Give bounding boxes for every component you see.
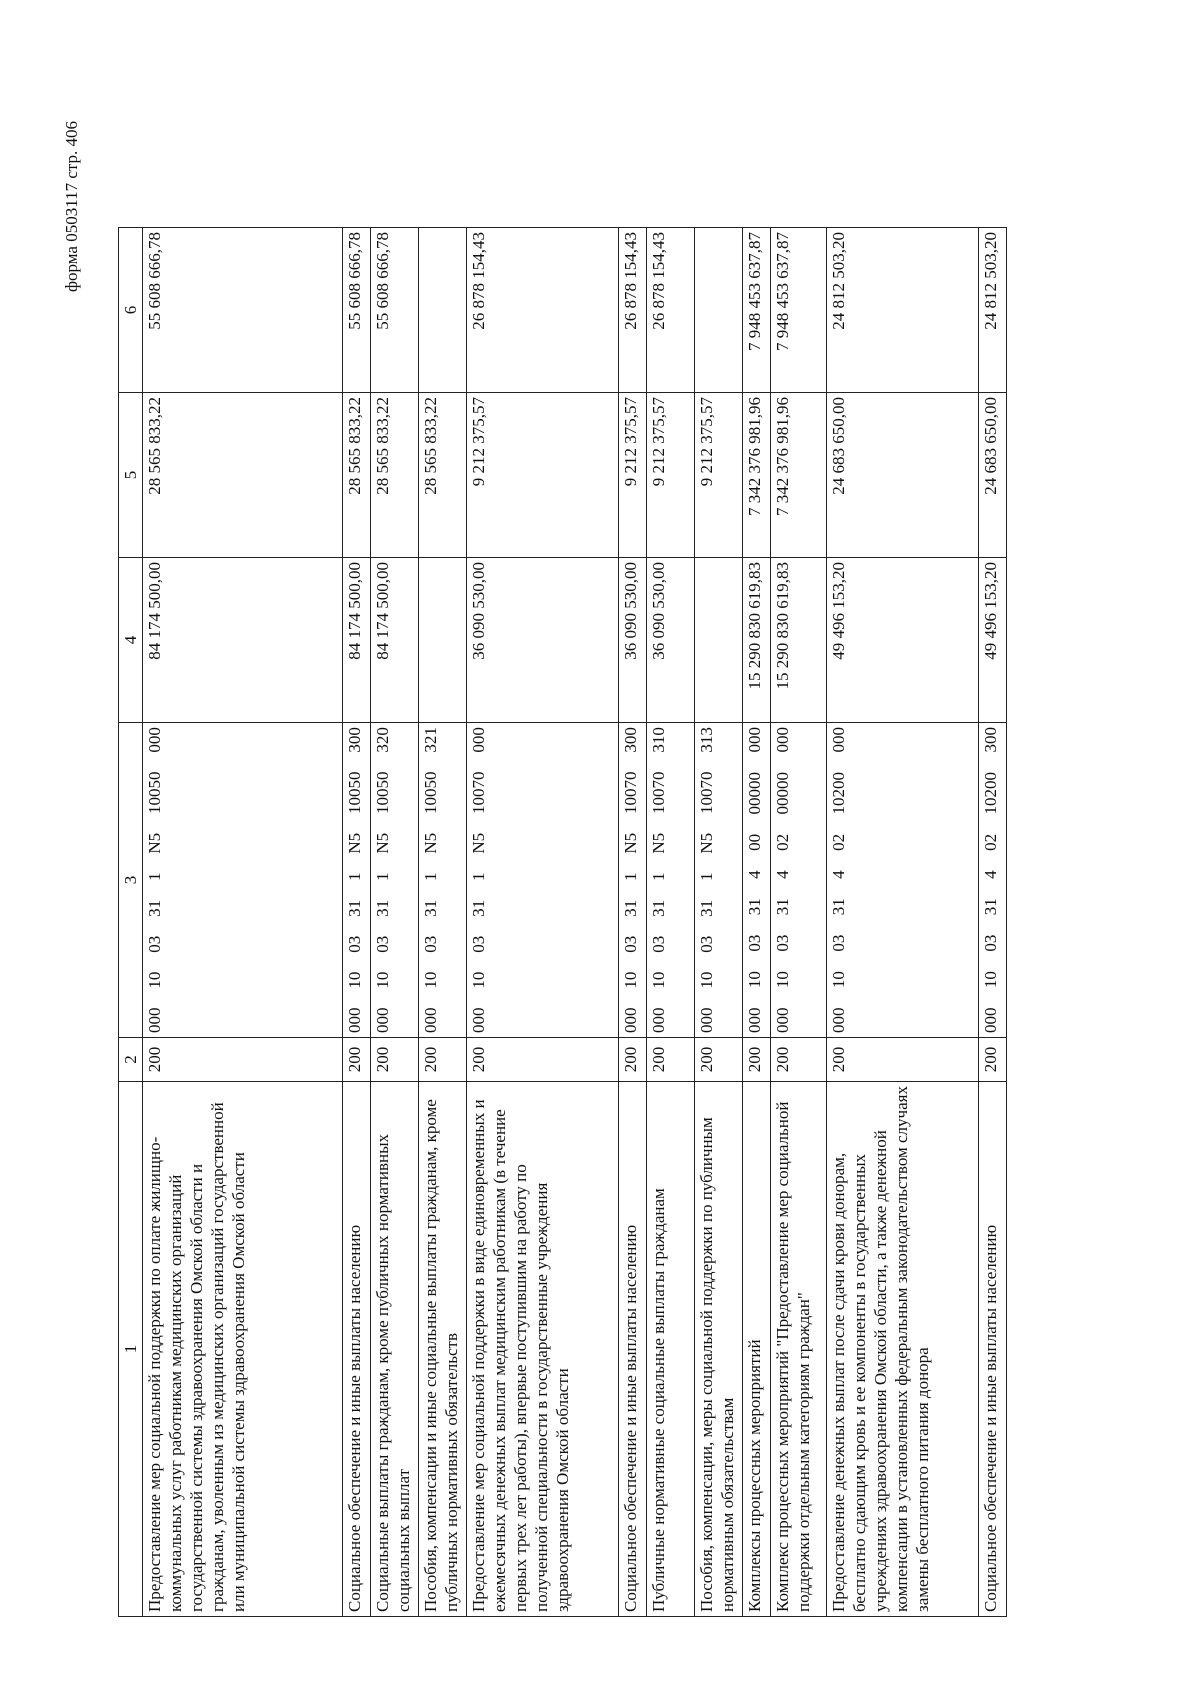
code-part: N5 <box>469 832 488 854</box>
code-part: 00 <box>745 833 764 851</box>
row-name: Предоставление мер социальной поддержки по оплате жилищно-коммунальных услуг работникам медицинских организаций государственной системы здравоохранения Омской области и гражданам, уволенным из медицинских организаций государственной или муниципальной системы здравоохранения Омской области <box>143 1082 343 1617</box>
code-part: 00000 <box>773 771 792 815</box>
row-line-code: 200 <box>743 1038 771 1082</box>
column-header: 2 <box>119 1038 143 1082</box>
code-part: 31 <box>773 898 792 916</box>
row-line-code: 200 <box>695 1038 743 1082</box>
code-part: 03 <box>829 934 848 952</box>
code-part: 10 <box>829 971 848 989</box>
row-classification-code <box>827 723 979 1038</box>
code-part: 31 <box>373 899 392 917</box>
code-part: 000 <box>421 1007 440 1033</box>
row-amount-c5: 9 212 375,57 <box>619 393 647 558</box>
code-part: 03 <box>421 935 440 953</box>
code-part: 10 <box>697 971 716 989</box>
row-amount-c6: 26 878 154,43 <box>647 228 695 393</box>
row-name: Социальное обеспечение и иные выплаты населению <box>619 1082 647 1617</box>
row-name: Пособия, компенсации и иные социальные выплаты гражданам, кроме публичных нормативных обязательств <box>419 1082 467 1617</box>
code-part: 03 <box>649 935 668 953</box>
row-amount-c4: 84 174 500,00 <box>143 558 343 723</box>
code-part: 03 <box>469 935 488 953</box>
row-amount-c6: 24 812 503,20 <box>827 228 979 393</box>
code-part: 03 <box>981 934 1000 952</box>
row-line-code: 200 <box>143 1038 343 1082</box>
code-part: 300 <box>981 727 1000 753</box>
code-part: 000 <box>773 727 792 753</box>
code-part: 000 <box>697 1007 716 1033</box>
code-part: 1 <box>649 872 668 881</box>
code-part: 000 <box>649 1007 668 1033</box>
code-part: 000 <box>621 1007 640 1033</box>
code-part: 03 <box>773 934 792 952</box>
row-amount-c5: 28 565 833,22 <box>419 393 467 558</box>
row-amount-c4: 49 496 153,20 <box>979 558 1007 723</box>
code-part: 10050 <box>421 771 440 814</box>
column-header: 1 <box>119 1082 143 1617</box>
code-part: 10 <box>469 971 488 989</box>
row-classification-code <box>371 723 419 1038</box>
code-part: 310 <box>649 727 668 753</box>
code-part: 10 <box>649 971 668 989</box>
row-line-code: 200 <box>771 1038 827 1082</box>
row-amount-c4: 15 290 830 619,83 <box>743 558 771 723</box>
row-classification-code <box>143 723 343 1038</box>
row-line-code: 200 <box>827 1038 979 1082</box>
row-amount-c4: 84 174 500,00 <box>371 558 419 723</box>
row-line-code: 200 <box>419 1038 467 1082</box>
row-amount-c6: 7 948 453 637,87 <box>743 228 771 393</box>
code-part: N5 <box>145 832 164 854</box>
row-amount-c6: 24 812 503,20 <box>979 228 1007 393</box>
code-part: N5 <box>421 832 440 854</box>
row-amount-c5: 28 565 833,22 <box>371 393 419 558</box>
table-body <box>143 228 1007 1617</box>
code-part: 03 <box>697 935 716 953</box>
row-amount-c4: 36 090 530,00 <box>647 558 695 723</box>
code-part: 31 <box>745 898 764 916</box>
row-classification-code <box>343 723 371 1038</box>
row-classification-code <box>743 723 771 1038</box>
code-part: 10 <box>345 971 364 989</box>
row-amount-c4: 15 290 830 619,83 <box>771 558 827 723</box>
code-part: N5 <box>649 832 668 854</box>
code-part: 300 <box>621 727 640 753</box>
code-part: 31 <box>469 899 488 917</box>
code-part: N5 <box>621 832 640 854</box>
code-part: 000 <box>829 727 848 753</box>
row-amount-c6: 26 878 154,43 <box>467 228 619 393</box>
code-part: N5 <box>345 832 364 854</box>
code-part: 10200 <box>829 771 848 815</box>
code-part: 10 <box>373 971 392 989</box>
table-row <box>647 228 695 1617</box>
row-amount-c5: 9 212 375,57 <box>647 393 695 558</box>
code-part: 31 <box>421 899 440 917</box>
code-part: 10070 <box>649 771 668 814</box>
row-amount-c5: 28 565 833,22 <box>343 393 371 558</box>
code-part: 31 <box>345 899 364 917</box>
report-table <box>118 227 1007 1617</box>
code-part: 000 <box>981 1007 1000 1033</box>
row-line-code: 200 <box>619 1038 647 1082</box>
code-part: 10050 <box>145 771 164 814</box>
row-classification-code <box>419 723 467 1038</box>
code-part: 000 <box>145 727 164 753</box>
row-amount-c6: 55 608 666,78 <box>143 228 343 393</box>
code-part: 000 <box>829 1007 848 1033</box>
code-part: 000 <box>469 727 488 753</box>
table-row <box>467 228 619 1617</box>
table-row <box>979 228 1007 1617</box>
form-label: форма 0503117 стр. 406 <box>62 121 81 292</box>
row-classification-code <box>979 723 1007 1038</box>
code-part: 1 <box>145 872 164 881</box>
row-name: Социальные выплаты гражданам, кроме публичных нормативных социальных выплат <box>371 1082 419 1617</box>
code-part: 4 <box>829 870 848 879</box>
row-name: Комплексы процессных мероприятий <box>743 1082 771 1617</box>
row-amount-c4 <box>695 558 743 723</box>
code-part: N5 <box>697 832 716 854</box>
row-line-code: 200 <box>647 1038 695 1082</box>
row-amount-c6: 55 608 666,78 <box>343 228 371 393</box>
code-part: 02 <box>981 833 1000 851</box>
column-header: 4 <box>119 558 143 723</box>
code-part: 000 <box>145 1007 164 1033</box>
code-part: 10050 <box>373 771 392 814</box>
row-amount-c4: 84 174 500,00 <box>343 558 371 723</box>
row-amount-c6: 26 878 154,43 <box>619 228 647 393</box>
row-name: Предоставление денежных выплат после сдачи крови донорам, бесплатно сдающим кровь и ее компоненты в государственных учреждениях здравоохранения Омской области, а также денежной компенсации в установленных федеральным законодательством случаях замены бесплатного питания донора <box>827 1082 979 1617</box>
code-part: 03 <box>745 934 764 952</box>
code-part: N5 <box>373 832 392 854</box>
code-part: 10 <box>421 971 440 989</box>
code-part: 000 <box>773 1007 792 1033</box>
code-part: 4 <box>745 870 764 879</box>
table-row <box>695 228 743 1617</box>
code-part: 31 <box>697 899 716 917</box>
row-line-code: 200 <box>371 1038 419 1082</box>
code-part: 1 <box>373 872 392 881</box>
code-part: 03 <box>345 935 364 953</box>
row-name: Публичные нормативные социальные выплаты гражданам <box>647 1082 695 1617</box>
code-part: 000 <box>469 1007 488 1033</box>
row-classification-code <box>695 723 743 1038</box>
code-part: 31 <box>621 899 640 917</box>
row-name: Социальное обеспечение и иные выплаты населению <box>979 1082 1007 1617</box>
code-part: 10050 <box>345 771 364 814</box>
row-amount-c4: 36 090 530,00 <box>619 558 647 723</box>
code-part: 10200 <box>981 771 1000 815</box>
code-part: 000 <box>345 1007 364 1033</box>
table-row <box>343 228 371 1617</box>
table-row <box>771 228 827 1617</box>
code-part: 1 <box>621 872 640 881</box>
code-part: 000 <box>373 1007 392 1033</box>
code-part: 03 <box>621 935 640 953</box>
table-row <box>371 228 419 1617</box>
code-part: 321 <box>421 727 440 753</box>
column-header: 3 <box>119 723 143 1038</box>
code-part: 10 <box>745 971 764 989</box>
table-row <box>419 228 467 1617</box>
row-classification-code <box>771 723 827 1038</box>
code-part: 000 <box>745 727 764 753</box>
code-part: 02 <box>773 833 792 851</box>
code-part: 4 <box>981 870 1000 879</box>
code-part: 00000 <box>745 771 764 815</box>
code-part: 313 <box>697 727 716 753</box>
row-amount-c4 <box>419 558 467 723</box>
row-classification-code <box>647 723 695 1038</box>
row-amount-c5: 28 565 833,22 <box>143 393 343 558</box>
code-part: 10070 <box>697 771 716 814</box>
row-amount-c6: 7 948 453 637,87 <box>771 228 827 393</box>
code-part: 1 <box>421 872 440 881</box>
table-row <box>619 228 647 1617</box>
code-part: 1 <box>697 872 716 881</box>
table-row <box>743 228 771 1617</box>
column-header: 5 <box>119 393 143 558</box>
code-part: 4 <box>773 870 792 879</box>
row-line-code: 200 <box>343 1038 371 1082</box>
row-line-code: 200 <box>467 1038 619 1082</box>
code-part: 10 <box>981 971 1000 989</box>
row-amount-c5: 7 342 376 981,96 <box>771 393 827 558</box>
row-amount-c4: 36 090 530,00 <box>467 558 619 723</box>
row-amount-c5: 24 683 650,00 <box>827 393 979 558</box>
row-name: Комплекс процессных мероприятий "Предоставление мер социальной поддержки отдельным категориям граждан" <box>771 1082 827 1617</box>
row-amount-c5: 9 212 375,57 <box>467 393 619 558</box>
row-amount-c6 <box>695 228 743 393</box>
table-row <box>827 228 979 1617</box>
code-part: 10 <box>621 971 640 989</box>
code-part: 1 <box>345 872 364 881</box>
code-part: 10070 <box>469 771 488 814</box>
row-amount-c5: 24 683 650,00 <box>979 393 1007 558</box>
row-amount-c5: 7 342 376 981,96 <box>743 393 771 558</box>
code-part: 320 <box>373 727 392 753</box>
code-part: 1 <box>469 872 488 881</box>
code-part: 03 <box>373 935 392 953</box>
code-part: 10070 <box>621 771 640 814</box>
row-classification-code <box>619 723 647 1038</box>
header-row <box>119 228 143 1617</box>
code-part: 10 <box>145 971 164 989</box>
code-part: 000 <box>745 1007 764 1033</box>
row-name: Предоставление мер социальной поддержки в виде единовременных и ежемесячных денежных выплат медицинским работникам (в течение первых трех лет работы), впервые поступившим на работу по полученной специальности в государственные учреждения здравоохранения Омской области <box>467 1082 619 1617</box>
code-part: 31 <box>981 898 1000 916</box>
row-classification-code <box>467 723 619 1038</box>
row-name: Пособия, компенсации, меры социальной поддержки по публичным нормативным обязательствам <box>695 1082 743 1617</box>
code-part: 02 <box>829 833 848 851</box>
code-part: 31 <box>649 899 668 917</box>
code-part: 300 <box>345 727 364 753</box>
column-header: 6 <box>119 228 143 393</box>
row-name: Социальное обеспечение и иные выплаты населению <box>343 1082 371 1617</box>
row-amount-c6: 55 608 666,78 <box>371 228 419 393</box>
code-part: 31 <box>145 899 164 917</box>
code-part: 10 <box>773 971 792 989</box>
row-amount-c6 <box>419 228 467 393</box>
code-part: 03 <box>145 935 164 953</box>
row-amount-c5: 9 212 375,57 <box>695 393 743 558</box>
code-part: 31 <box>829 898 848 916</box>
row-amount-c4: 49 496 153,20 <box>827 558 979 723</box>
row-line-code: 200 <box>979 1038 1007 1082</box>
table-row <box>143 228 343 1617</box>
